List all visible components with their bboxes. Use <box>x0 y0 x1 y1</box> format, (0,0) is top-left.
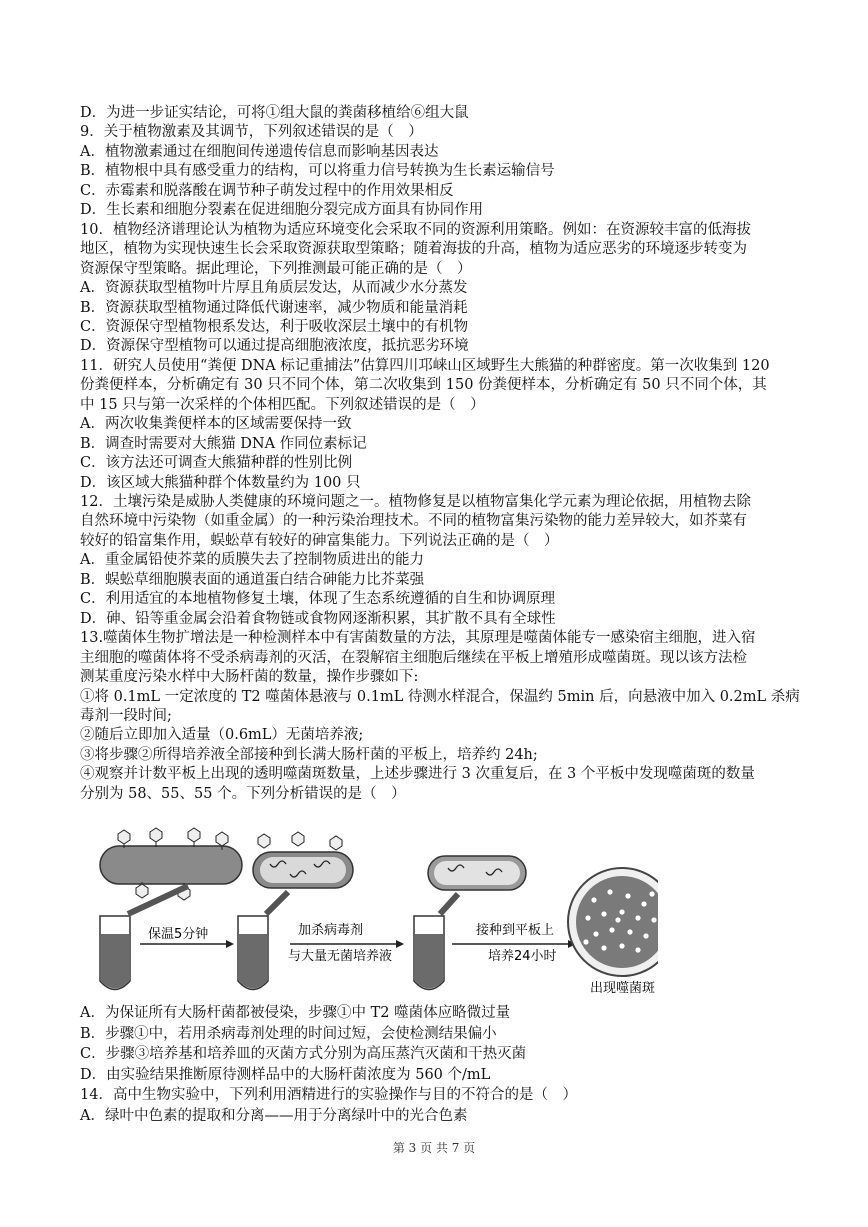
plaque-dot <box>619 909 624 914</box>
text-line: B．蜈蚣草细胞膜表面的通道蛋白结合砷能力比芥菜强 <box>80 571 425 588</box>
plaque-dot <box>635 947 640 952</box>
plaque-dot <box>627 929 632 934</box>
text-line: 11．研究人员使用“粪便 DNA 标记重捕法”估算四川邛崃山区域野生大熊猫的种群密度。第一次收集到 120 <box>80 357 770 374</box>
plaque-dot <box>601 911 606 916</box>
text-line: C．利用适宜的本地植物修复土壤，体现了生态系统遵循的自生和协调原理 <box>80 591 556 608</box>
text-line: 中 15 只与第一次采样的个体相匹配。下列叙述错误的是（ ） <box>80 396 485 413</box>
text-line: C．步骤③培养基和培养皿的灭菌方式分别为高压蒸汽灭菌和干热灭菌 <box>80 1046 527 1062</box>
text-line: D．该区域大熊猫种群个体数量约为 100 只 <box>80 474 361 491</box>
step2-label-top: 加杀病毒剂 <box>298 923 364 938</box>
tube-3 <box>414 894 458 990</box>
text-line: 自然环境中污染物（如重金属）的一种污染治理技术。不同的植物富集污染物的能力差异较大，如芥菜有 <box>80 513 747 530</box>
text-line: 毒剂一段时间; <box>80 707 172 724</box>
plaque-dot <box>601 945 606 950</box>
text-line: A．植物激素通过在细胞间传递遗传信息而影响基因表达 <box>80 143 439 160</box>
plaque-dot <box>615 917 620 922</box>
phage-amplification-figure <box>78 826 658 996</box>
plaque-dot <box>625 893 630 898</box>
bacterium-with-phages <box>100 828 242 900</box>
text-line: A．资源获取型植物叶片厚且角质层发达，从而减少水分蒸发 <box>80 280 468 297</box>
text-line: A．两次收集粪便样本的区域需要保持一致 <box>80 416 352 433</box>
plaque-dot <box>649 891 654 896</box>
text-line: B．资源获取型植物通过降低代谢速率，减少物质和能量消耗 <box>80 299 468 316</box>
text-line: D．生长素和细胞分裂素在促进细胞分裂完成方面具有协同作用 <box>80 202 484 219</box>
text-line: 13.噬菌体生物扩增法是一种检测样本中有害菌数量的方法，其原理是噬菌体能专一感染宿主细胞，进入宿 <box>80 630 756 647</box>
step1-label: 保温5分钟 <box>148 927 209 942</box>
text-line: 12．土壤污染是威胁人类健康的环境问题之一。植物修复是以植物富集化学元素为理论依据，用植物去除 <box>80 494 751 510</box>
text-line: 地区，植物为实现快速生长会采取资源获取型策略；随着海拔的升高，植物为适应恶劣的环境逐步转变为 <box>80 241 747 258</box>
text-line: ②随后立即加入适量（0.6mL）无菌培养液; <box>80 727 364 744</box>
plaque-dot <box>619 943 624 948</box>
text-line: D．由实验结果推断原待测样品中的大肠杆菌浓度为 560 个/mL <box>80 1066 491 1083</box>
text-line: A．绿叶中色素的提取和分离——用于分离绿叶中的光合色素 <box>80 1107 468 1124</box>
step3-label-top: 接种到平板上 <box>476 923 555 938</box>
page-footer: 第 3 页 共 7 页 <box>392 1141 476 1155</box>
plaque-dot <box>609 927 614 932</box>
petri-plate <box>568 868 658 976</box>
text-line: A．为保证所有大肠杆菌都被侵染，步骤①中 T2 噬菌体应略微过量 <box>80 1005 511 1021</box>
text-line: 14．高中生物实验中，下列利用酒精进行的实验操作与目的不符合的是（ ） <box>80 1087 577 1103</box>
result-label: 出现噬菌斑 <box>590 981 656 996</box>
plaque-dot <box>641 901 646 906</box>
plaque-dot <box>651 917 656 922</box>
plaque-dot <box>583 939 588 944</box>
text-line: B．步骤①中，若用杀病毒剂处理的时间过短，会使检测结果偏小 <box>80 1025 497 1042</box>
tube-2 <box>238 892 288 990</box>
text-line: A．重金属铅使芥菜的质膜失去了控制物质进出的能力 <box>80 552 424 569</box>
plaque-dot <box>607 889 612 894</box>
plaque-dot <box>585 915 590 920</box>
step2-label-bottom: 与大量无菌培养液 <box>288 949 393 964</box>
text-line: ③将步骤②所得培养液全部接种到长满大肠杆菌的平板上，培养约 24h; <box>80 746 538 763</box>
lysing-bacterium <box>428 856 526 890</box>
step3-label-bottom: 培养24小时 <box>488 949 557 964</box>
text-line: D．砷、铅等重金属会沿着食物链或食物网逐渐积累，其扩散不具有全球性 <box>80 610 556 627</box>
text-line: ①将 0.1mL 一定浓度的 T2 噬菌体悬液与 0.1mL 待测水样混合，保温约 5min 后，向悬液中加入 0.2mL 杀病 <box>80 688 800 705</box>
text-line: B．调查时需要对大熊猫 DNA 作同位素标记 <box>80 435 367 452</box>
text-line: 10．植物经济谱理论认为植物为适应环境变化会采取不同的资源利用策略。例如：在资源较丰富的低海拔 <box>80 221 751 238</box>
text-line: 分别为 58、55、55 个。下列分析错误的是（ ） <box>80 785 406 802</box>
text-line: 份粪便样本，分析确定有 30 只不同个体，第二次收集到 150 份粪便样本，分析确定有 50 只不同个体，其 <box>80 377 767 394</box>
infected-bacterium <box>253 832 353 888</box>
text-line: D．为进一步证实结论，可将①组大鼠的粪菌移植给⑥组大鼠 <box>80 105 469 121</box>
plaque-dot <box>591 897 596 902</box>
text-line: C．赤霉素和脱落酸在调节种子萌发过程中的作用效果相反 <box>80 182 454 199</box>
text-line: 较好的铅富集作用，蜈蚣草有较好的砷富集能力。下列说法正确的是（ ） <box>80 532 559 549</box>
text-line: ④观察并计数平板上出现的透明噬菌斑数量，上述步骤进行 3 次重复后，在 3 个平板中发现噬菌斑的数量 <box>80 766 755 783</box>
text-line: C．资源保守型植物根系发达，利于吸收深层土壤中的有机物 <box>80 318 469 335</box>
text-line: D．资源保守型植物可以通过提高细胞液浓度，抵抗恶劣环境 <box>80 338 469 355</box>
plaque-dot <box>593 931 598 936</box>
text-line: 9．关于植物激素及其调节，下列叙述错误的是（ ） <box>80 124 423 141</box>
text-line: C．该方法还可调查大熊猫种群的性别比例 <box>80 455 353 472</box>
text-line: 主细胞的噬菌体将不受杀病毒剂的灭活，在裂解宿主细胞后继续在平板上增殖形成噬菌斑。现以该方法检 <box>80 649 747 666</box>
text-line: B．植物根中具有感受重力的结构，可以将重力信号转换为生长素运输信号 <box>80 163 555 180</box>
plaque-dot <box>643 933 648 938</box>
text-line: 测某重度污染水样中大肠杆菌的数量，操作步骤如下: <box>80 669 419 686</box>
plaque-dot <box>635 915 640 920</box>
text-line: 资源保守型策略。据此理论，下列推测最可能正确的是（ ） <box>80 260 472 277</box>
